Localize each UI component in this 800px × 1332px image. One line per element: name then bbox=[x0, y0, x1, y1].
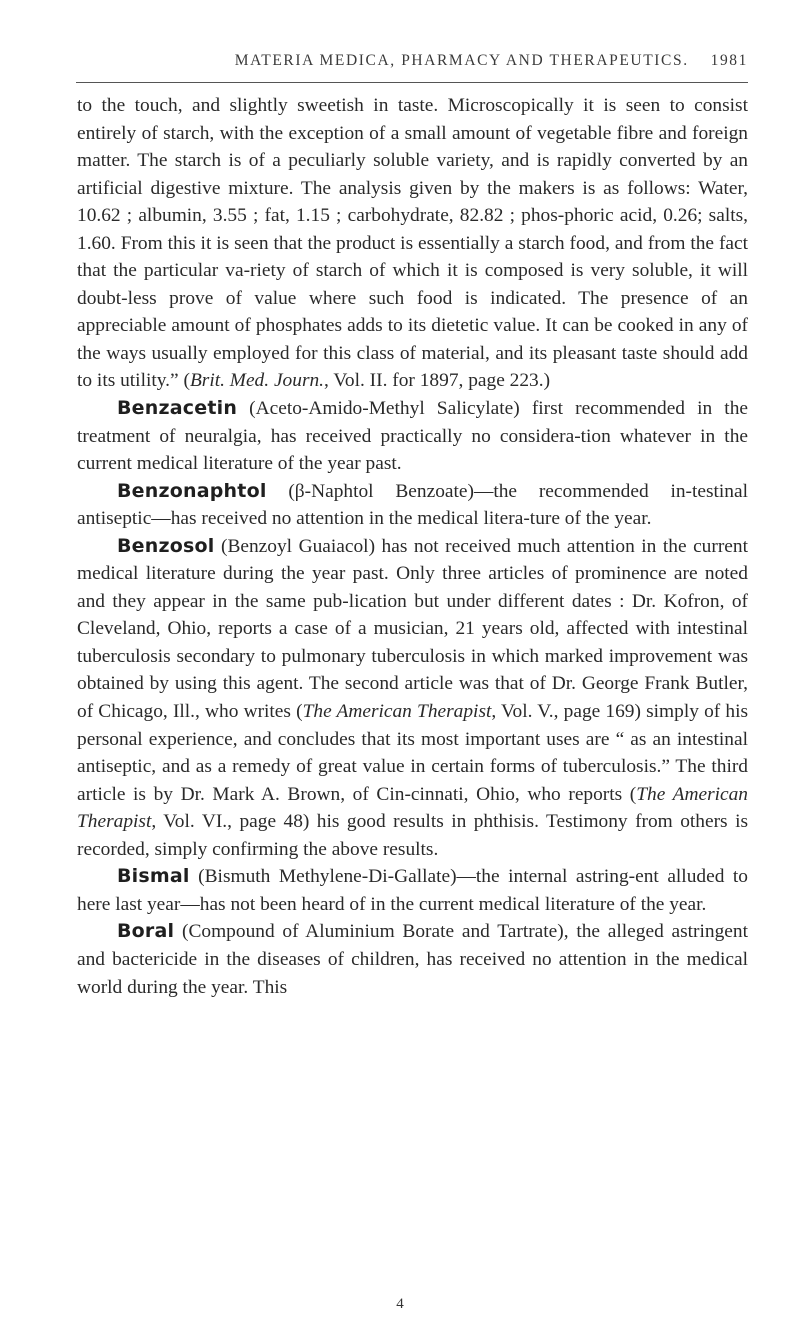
entry-benzonaphtol: Benzonaphtol (β-Naphtol Benzoate)—the recommended in-testinal antiseptic—has received no attention in the medical litera-ture of the year. bbox=[77, 479, 748, 530]
running-head bbox=[0, 52, 748, 70]
entry-benzacetin: Benzacetin (Aceto-Amido-Methyl Salicylate) first recommended in the treatment of neuralgia, has received practically no considera-tion whatever in the current medical literature of the year past. bbox=[77, 397, 748, 475]
entry-term: Benzacetin bbox=[117, 397, 238, 420]
journal-citation: The American Therapist bbox=[77, 783, 748, 833]
entry-term: Benzosol bbox=[117, 534, 215, 557]
journal-citation: Brit. Med. Journ. bbox=[189, 370, 325, 392]
entry-term: Boral bbox=[117, 920, 175, 943]
running-title: MATERIA MEDICA, PHARMACY AND THERAPEUTICS. bbox=[234, 52, 689, 69]
header-rule bbox=[76, 82, 748, 83]
page-number: 1981 bbox=[710, 52, 748, 69]
entry-bismal: Bismal (Bismuth Methylene-Di-Gallate)—the internal astring-ent alluded to here last year—has not been heard of in the current medical literature of the year. bbox=[77, 865, 748, 915]
signature-mark: 4 bbox=[396, 1296, 404, 1312]
entry-benzosol: Benzosol (Benzoyl Guaiacol) has not received much attention in the current medical literature during the year past. Only three articles of prominence are noted and they appear in the same pub-lication but under different dates : Dr. Kofron, of Cleveland, Ohio, reports a case of a musician, 21 years old, affected with intestinal tuberculosis secondary to pulmonary tuberculosis in which marked improvement was obtained by using this agent. The second article was that of Dr. George Frank Butler, of Chicago, Ill., who writes (The American Therapist, Vol. V., page 169) simply of his personal experience, and concludes that its most important uses are “ as an intestinal antiseptic, and as a remedy of great value in certain forms of tuberculosis.” The third article is by Dr. Mark A. Brown, of Cin-cinnati, Ohio, who reports (The American Therapist, Vol. VI., page 48) his good results in phthisis. Testimony from others is recorded, simply confirming the above results. bbox=[77, 534, 749, 860]
journal-citation: The American Therapist bbox=[302, 701, 492, 723]
entry-term: Benzonaphtol bbox=[117, 479, 267, 502]
entry-boral: Boral (Compound of Aluminium Borate and Tartrate), the alleged astringent and bactericide in the diseases of children, has received no attention in the medical world during the year. This bbox=[77, 920, 748, 998]
paragraph-continuation: to the touch, and slightly sweetish in taste. Microscopically it is seen to consist entirely of starch, with the exception of a small amount of vegetable fibre and foreign matter. The starch is of a peculiarly soluble variety, and is rapidly converted by an artificial digestive mixture. The analysis given by the makers is as follows: Water, 10.62 ; albumin, 3.55 ; fat, 1.15 ; carbohydrate, 82.82 ; phos-phoric acid, 0.26; salts, 1.60. From this it is seen that the product is essentially a starch food, and from the fact that the particular va-riety of starch of which it is composed is very soluble, it will doubt-less prove of value where such food is indicated. The presence of an appreciable amount of phosphates adds to its dietetic value. It can be cooked in any of the ways usually employed for this class of material, and its pleasant taste should add to its utility.” (Brit. Med. Journ., Vol. II. for 1897, page 223.) bbox=[77, 95, 748, 392]
entry-term: Bismal bbox=[117, 865, 190, 888]
body-text bbox=[77, 92, 748, 1001]
